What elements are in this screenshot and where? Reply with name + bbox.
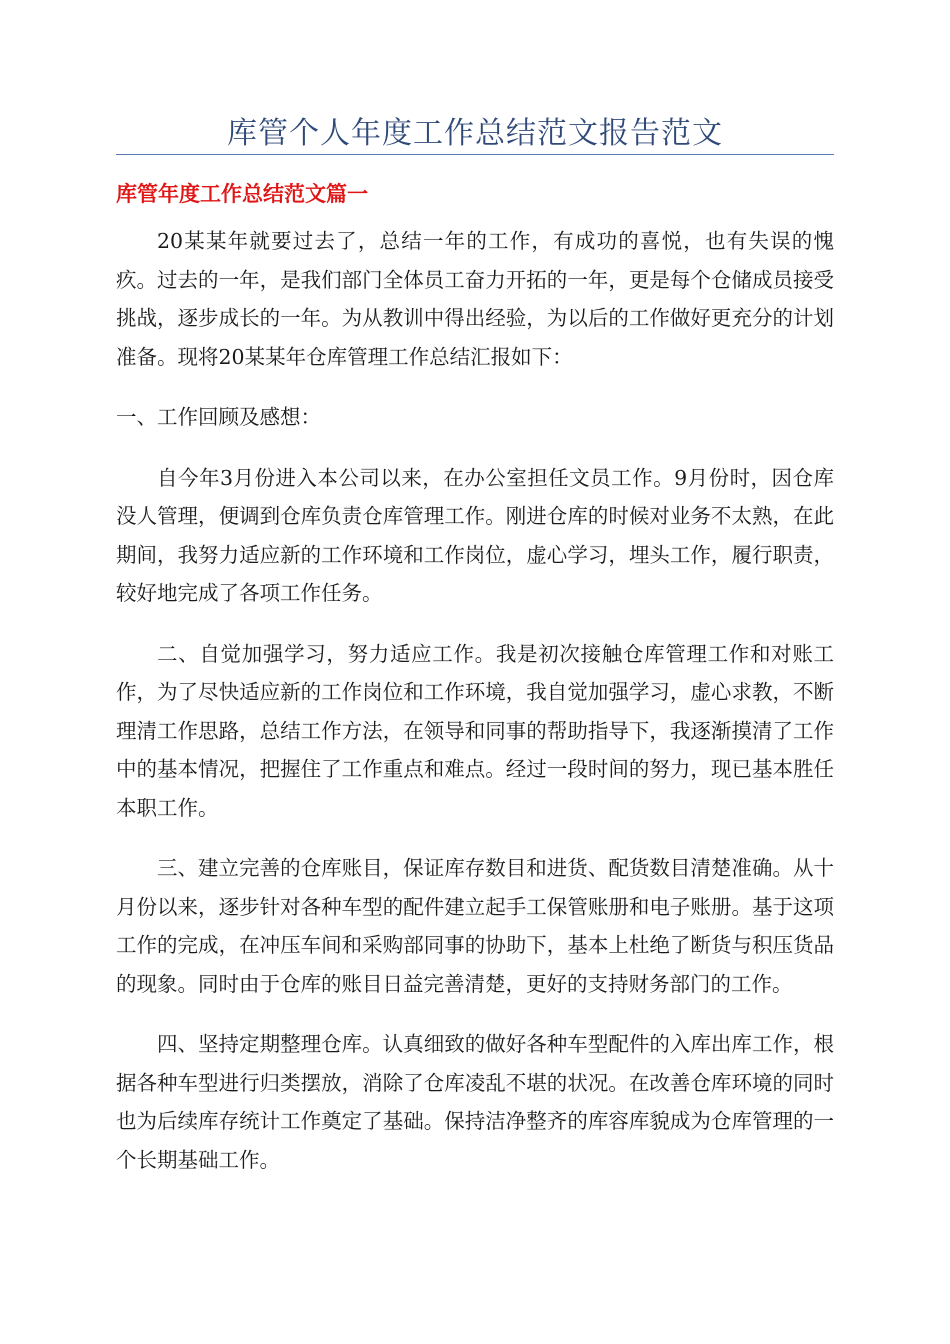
paragraph-work-history: 自今年3月份进入本公司以来，在办公室担任文员工作。9月份时，因仓库没人管理，便调到仓库负责仓库管理工作。刚进仓库的时候对业务不太熟，在此期间，我努力适应新的工作环境和工作岗位，虚心学习，埋头工作，履行职责，较好地完成了各项工作任务。 — [116, 465, 834, 605]
title-underline — [116, 154, 834, 155]
paragraph-accounts: 三、建立完善的仓库账目，保证库存数目和进货、配货数目清楚准确。从十月份以来，逐步针对各种车型的配件建立起手工保管账册和电子账册。基于这项工作的完成，在冲压车间和采购部同事的协助下，基本上杜绝了断货与积压货品的现象。同时由于仓库的账目日益完善清楚，更好的支持财务部门的工作。 — [116, 856, 834, 996]
paragraph-organizing: 四、坚持定期整理仓库。认真细致的做好各种车型配件的入库出库工作，根据各种车型进行归类摆放，消除了仓库凌乱不堪的状况。在改善仓库环境的同时也为后续库存统计工作奠定了基础。保持洁净整齐的库容库貌成为仓库管理的一个长期基础工作。 — [116, 1032, 834, 1172]
paragraph-subheading-review: 一、工作回顾及感想： — [116, 405, 321, 429]
section-heading: 库管年度工作总结范文篇一 — [116, 182, 368, 206]
paragraph-learning: 二、自觉加强学习，努力适应工作。我是初次接触仓库管理工作和对账工作，为了尽快适应新的工作岗位和工作环境，我自觉加强学习，虚心求教，不断理清工作思路，总结工作方法，在领导和同事的帮助指导下，我逐渐摸清了工作中的基本情况，把握住了工作重点和难点。经过一段时间的努力，现已基本胜任本职工作。 — [116, 641, 834, 820]
paragraph-intro: 20某某年就要过去了，总结一年的工作，有成功的喜悦，也有失误的愧疚。过去的一年，是我们部门全体员工奋力开拓的一年，更是每个仓储成员接受挑战，逐步成长的一年。为从教训中得出经验，为以后的工作做好更充分的计划准备。现将20某某年仓库管理工作总结汇报如下： — [116, 229, 834, 369]
document-title: 库管个人年度工作总结范文报告范文 — [227, 116, 723, 151]
document-body — [116, 222, 834, 1201]
